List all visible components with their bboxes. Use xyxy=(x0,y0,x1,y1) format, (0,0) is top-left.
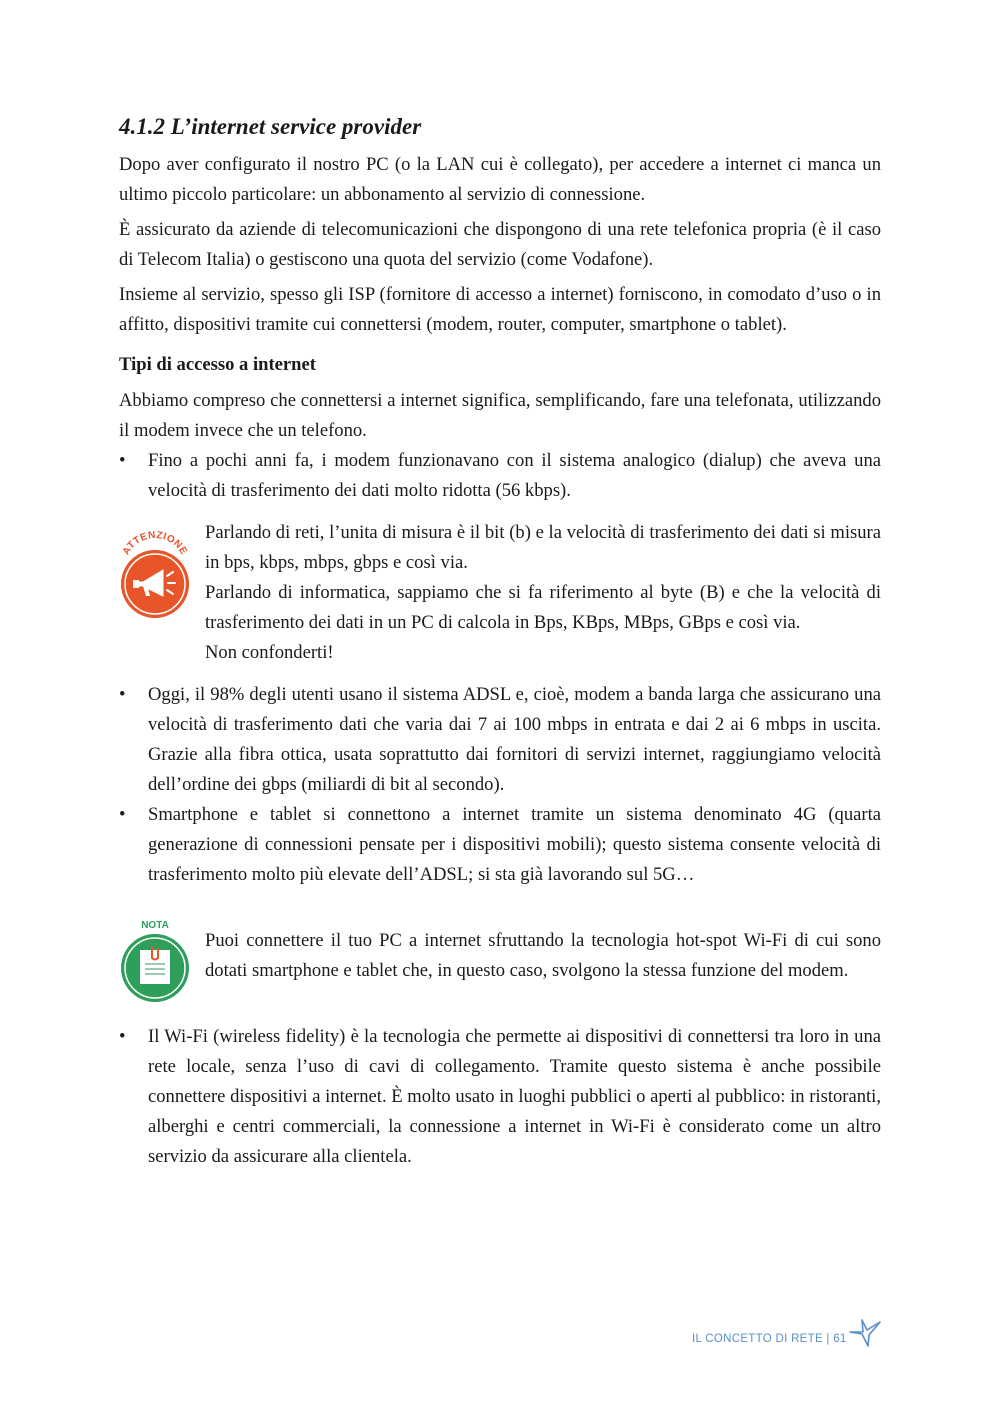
attenzione-badge xyxy=(119,528,191,620)
attenzione-callout xyxy=(119,518,881,668)
intro-paragraph: Abbiamo compreso che connettersi a internet significa, semplificando, fare una telefonata, utilizzando il modem invece che un telefono. xyxy=(119,390,881,441)
list-item-text: Fino a pochi anni fa, i modem funzionavano con il sistema analogico (dialup) che aveva una velocità di trasferimento dei dati molto ridotta (56 kbps). xyxy=(148,450,881,501)
paragraph: Insieme al servizio, spesso gli ISP (fornitore di accesso a internet) forniscono, in comodato d’uso o in affitto, dispositivi tramite cui connettersi (modem, router, computer, smartphone o tablet). xyxy=(119,284,881,335)
bullet-list xyxy=(119,1022,881,1172)
list-item-text: Il Wi-Fi (wireless fidelity) è la tecnologia che permette ai dispositivi di connettersi tra loro in una rete locale, senza l’uso di cavi di collegamento. Tramite questo sistema è anche possibile connettere dispositivi a internet. È molto usato in luoghi pubblici o aperti al pubblico: in ristoranti, alberghi e centri commerciali, la connessione a internet in Wi-Fi è considerato come un altro servizio da assicurare alla clientela. xyxy=(148,1026,881,1167)
list-item xyxy=(119,800,881,890)
attenzione-line: Parlando di informatica, sappiamo che si fa riferimento al byte (B) e che la velocità di trasferimento dei dati in un PC di calcola in Bps, KBps, MBps, GBps e così via. xyxy=(205,582,881,633)
list-item-text: Oggi, il 98% degli utenti usano il sistema ADSL e, cioè, modem a banda larga che assicurano una velocità di trasferimento dati che varia dai 7 ai 100 mbps in entrata e dai 2 ai 6 mbps in uscita. Grazie alla fibra ottica, usata soprattutto dai fornitori di servizi internet, raggiungiamo velocità dell’ordine dei gbps (miliardi di bit al secondo). xyxy=(148,684,881,795)
megaphone-icon xyxy=(119,528,191,624)
page-footer: IL CONCETTO DI RETE | 61 xyxy=(692,1333,847,1345)
bullet-glyph: • xyxy=(119,684,126,705)
paragraph: Dopo aver configurato il nostro PC (o la LAN cui è collegato), per accedere a internet ci manca un ultimo piccolo particolare: un abbonamento al servizio di connessione. xyxy=(119,154,881,205)
section-heading: 4.1.2 L’internet service provider xyxy=(119,114,422,139)
list-item xyxy=(119,1022,881,1172)
bullet-list xyxy=(119,446,881,506)
paragraph: È assicurato da aziende di telecomunicazioni che dispongono di una rete telefonica propria (è il caso di Telecom Italia) o gestiscono una quota del servizio (come Vodafone). xyxy=(119,219,881,270)
attenzione-label: ATTENZIONE xyxy=(120,529,190,557)
nota-callout xyxy=(119,920,881,986)
nota-badge xyxy=(119,916,191,1004)
attenzione-line: Non confonderti! xyxy=(205,642,334,663)
bullet-glyph: • xyxy=(119,804,126,825)
page-content xyxy=(119,110,881,1172)
subheading: Tipi di accesso a internet xyxy=(119,354,316,375)
list-item xyxy=(119,446,881,506)
attenzione-line: Parlando di reti, l’unita di misura è il bit (b) e la velocità di trasferimento dei dati si misura in bps, kbps, mbps, gbps e così via. xyxy=(205,522,881,573)
list-item xyxy=(119,680,881,800)
star-icon xyxy=(848,1318,882,1348)
list-item-text: Smartphone e tablet si connettono a internet tramite un sistema denominato 4G (quarta generazione di connessioni pensate per i dispositivi mobili); questo sistema consente velocità di trasferimento molto più elevate dell’ADSL; si sta già lavorando sul 5G… xyxy=(148,804,881,885)
note-icon xyxy=(119,916,191,1008)
bullet-list xyxy=(119,680,881,890)
bullet-glyph: • xyxy=(119,450,126,471)
nota-label: NOTA xyxy=(141,920,169,931)
nota-text: Puoi connettere il tuo PC a internet sfruttando la tecnologia hot-spot Wi-Fi di cui sono dotati smartphone e tablet che, in questo caso, svolgono la stessa funzione del modem. xyxy=(205,930,881,981)
bullet-glyph: • xyxy=(119,1026,126,1047)
